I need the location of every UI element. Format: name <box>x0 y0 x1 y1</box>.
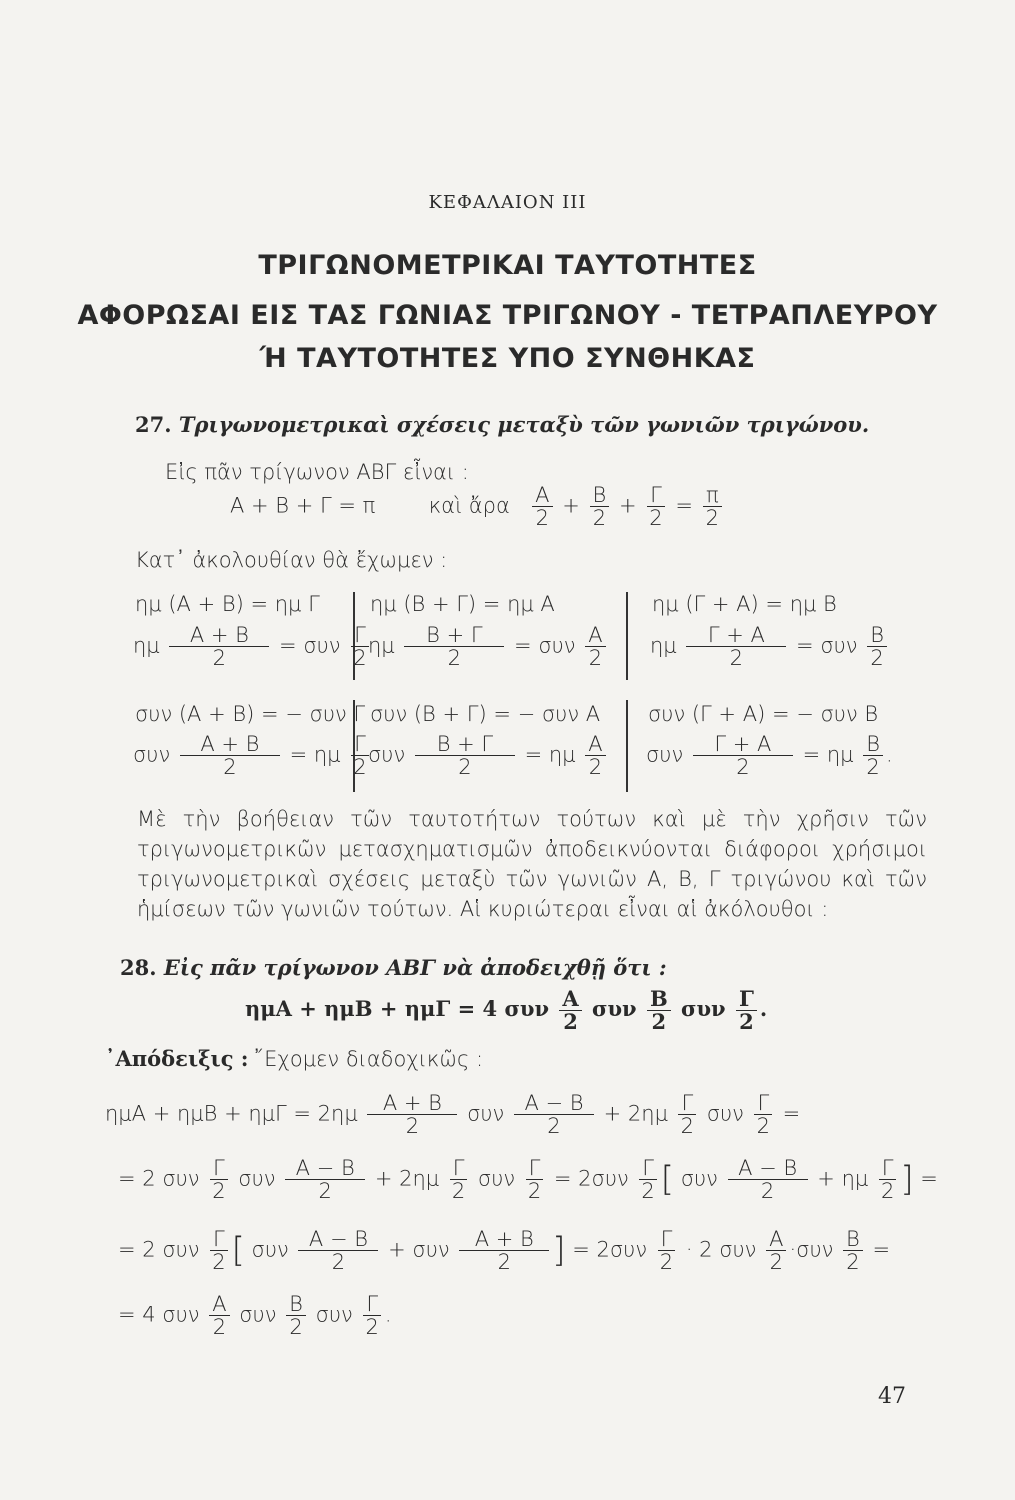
math-token: = 4 συν <box>118 1302 200 1327</box>
fraction <box>209 1157 228 1202</box>
fraction-numerator: Γ <box>658 1228 676 1251</box>
math-token: = <box>802 742 821 767</box>
identity-sin-half-ga <box>650 624 890 669</box>
math-token: . <box>886 742 893 767</box>
fraction-numerator: Β <box>843 1228 863 1251</box>
math-token: + ημ <box>817 1166 869 1191</box>
title-line-2: ΑΦΟΡΩΣΑΙ ΕΙΣ ΤΑΣ ΓΩΝΙΑΣ ΤΡΙΓΩΝΟΥ - ΤΕΤΡΑΠΛΕΥΡΟΥ <box>77 300 938 331</box>
fraction-denominator: 2 <box>760 1179 775 1204</box>
fraction <box>415 733 515 778</box>
math-token: ] <box>552 1230 566 1271</box>
fraction-numerator: Α + Β <box>367 1092 457 1115</box>
math-token: Α + Β + Γ = π <box>230 493 376 518</box>
chapter-heading: ΚΕΦΑΛΑΙΟΝ III <box>428 192 587 213</box>
math-token: συν <box>538 633 576 658</box>
fraction-denominator: 2 <box>451 1179 466 1204</box>
fraction-denominator: 2 <box>729 646 744 671</box>
fraction-denominator: 2 <box>651 1009 667 1035</box>
fraction <box>559 988 581 1033</box>
frac-a-half <box>532 484 552 529</box>
identity-cos-ab: συν (Α + Β) = − συν Γ <box>135 702 366 726</box>
fraction <box>863 733 883 778</box>
fraction-denominator: 2 <box>769 1250 783 1275</box>
fraction <box>867 624 887 669</box>
fraction <box>585 733 605 778</box>
fraction-denominator: 2 <box>880 1179 895 1204</box>
math-token: ημ <box>133 633 160 658</box>
math-token: καὶ ἄρα <box>428 493 510 518</box>
fraction-denominator: 2 <box>353 646 367 671</box>
identity-sin-half-bg <box>368 624 609 669</box>
fraction <box>209 1293 229 1338</box>
proof-line-2 <box>118 1157 938 1202</box>
math-token: = <box>524 742 543 767</box>
math-token: συν <box>646 742 684 767</box>
math-token: 28. <box>120 955 157 980</box>
fraction-numerator: Α <box>585 624 605 647</box>
math-token: συν <box>315 1302 353 1327</box>
math-token: = <box>279 633 297 658</box>
fraction-numerator: Γ <box>363 1293 381 1316</box>
section-27-intro: Εἰς πᾶν τρίγωνον ΑΒΓ εἶναι : <box>165 460 469 484</box>
math-token: συν <box>368 742 406 767</box>
angle-sum-equation <box>230 484 725 529</box>
fraction <box>686 624 786 669</box>
fraction-numerator: Α <box>585 733 605 756</box>
fraction-numerator: Α − Β <box>285 1157 365 1180</box>
fraction-numerator: Γ <box>639 1157 657 1180</box>
fraction-numerator: π <box>703 484 722 507</box>
math-token: + συν <box>388 1237 450 1262</box>
math-token: συν <box>680 1166 718 1191</box>
fraction-numerator: Γ <box>526 1157 544 1180</box>
fraction <box>585 624 605 669</box>
fraction <box>362 1293 381 1338</box>
math-token: + 2ημ <box>603 1101 668 1126</box>
fraction-denominator: 2 <box>527 1179 542 1204</box>
math-token: = 2συν <box>553 1166 629 1191</box>
math-token: συν <box>592 996 637 1022</box>
identity-cos-bg: συν (Β + Γ) = − συν Α <box>370 702 601 726</box>
math-token: = 2συν <box>572 1237 648 1262</box>
fraction-denominator: 2 <box>212 1250 226 1275</box>
math-token: συν <box>706 1101 744 1126</box>
fraction-denominator: 2 <box>365 1315 379 1340</box>
fraction <box>843 1228 863 1273</box>
fraction <box>404 624 504 669</box>
fraction <box>459 1228 549 1273</box>
proof-line-4 <box>118 1293 392 1338</box>
fraction <box>878 1157 897 1202</box>
math-token: [ <box>231 1230 245 1271</box>
math-token: ημΑ + ημΒ + ημΓ = 2ημ <box>105 1101 358 1126</box>
fraction-numerator: Β <box>647 988 671 1011</box>
identity-sin-ab: ημ (Α + Β) = ημ Γ <box>135 592 320 616</box>
math-token: ημ <box>650 633 677 658</box>
fraction-denominator: 2 <box>405 1114 420 1139</box>
section-28-heading <box>120 955 667 980</box>
math-token: συν <box>681 996 726 1022</box>
fraction-numerator: Β + Γ <box>415 733 515 756</box>
math-token: ] <box>900 1159 914 1200</box>
identity-cos-half-ab <box>133 733 373 778</box>
fraction-numerator: Γ <box>736 988 757 1011</box>
math-token: = <box>920 1166 938 1191</box>
fraction-denominator: 2 <box>497 1250 511 1275</box>
math-token: συν <box>477 1166 516 1191</box>
math-token: συν <box>467 1101 505 1126</box>
math-token: συν <box>251 1237 289 1262</box>
math-token: Εἰς πᾶν τρίγωνον ΑΒΓ νὰ ἀποδειχθῇ ὅτι : <box>163 955 667 980</box>
math-token: + 2ημ <box>374 1166 440 1191</box>
fraction-numerator: Α + Β <box>180 733 280 756</box>
math-token: ημΑ + ημΒ + ημΓ = 4 συν <box>245 996 550 1022</box>
fraction-numerator: Α <box>766 1228 786 1251</box>
fraction-numerator: Γ <box>879 1157 897 1180</box>
fraction <box>209 1228 228 1273</box>
title-line-3: Ή ΤΑΥΤΟΤΗΤΕΣ ΥΠΟ ΣΥΝΘΗΚΑΣ <box>259 343 756 374</box>
proof-line-3 <box>118 1228 890 1273</box>
fraction-denominator: 2 <box>756 1114 770 1139</box>
math-token: = <box>872 1237 891 1262</box>
fraction-denominator: 2 <box>535 506 550 531</box>
fraction-numerator: Β <box>863 733 883 756</box>
math-token: = <box>118 1166 136 1191</box>
fraction-denominator: 2 <box>659 1250 674 1275</box>
math-token: = <box>782 1101 801 1126</box>
math-token: ημ <box>368 633 395 658</box>
fraction-numerator: Α <box>559 988 581 1011</box>
identity-sin-half-ab <box>133 624 373 669</box>
math-token: ημ <box>313 742 341 767</box>
fraction-denominator: 2 <box>318 1179 332 1204</box>
math-token: ημ <box>548 742 576 767</box>
fraction-numerator: Γ + Α <box>686 624 786 647</box>
math-token: = <box>675 493 693 518</box>
math-token: Τριγωνομετρικαὶ σχέσεις μεταξὺ τῶν γωνιῶν τριγώνου. <box>178 412 870 437</box>
fraction <box>693 733 793 778</box>
fraction-numerator: Β <box>286 1293 306 1316</box>
fraction-numerator: Α − Β <box>728 1157 808 1180</box>
fraction-numerator: Α + Β <box>459 1228 549 1251</box>
fraction <box>754 1092 773 1137</box>
fraction-denominator: 2 <box>223 755 237 780</box>
fraction-numerator: Α − Β <box>514 1092 594 1115</box>
page-number: 47 <box>878 1384 906 1409</box>
fraction-denominator: 2 <box>680 1114 695 1139</box>
fraction <box>657 1228 676 1273</box>
math-token: συν <box>133 742 171 767</box>
math-token: 27. <box>135 412 172 437</box>
fraction <box>449 1157 468 1202</box>
fraction-numerator: Γ + Α <box>693 733 793 756</box>
section-27-closing: Μὲ τὴν βοήθειαν τῶν ταυτοτήτων τούτων καὶ μὲ τὴν χρῆσιν τῶν τριγωνομετρικῶν μετασχηματισμῶν ἀποδεικνύονται διάφοροι χρήσιμοι τριγωνομετρικαὶ σχέσεις μεταξὺ τῶν γωνιῶν Α, Β, Γ τριγώνου καὶ τῶν ἡμίσεων τῶν γωνιῶν τούτων. Αἱ κυριώτεραι εἶναι αἱ ἀκόλουθοι : <box>137 807 927 921</box>
math-token: · 2 συν <box>685 1237 757 1262</box>
fraction-numerator: Γ <box>678 1092 696 1115</box>
fraction-denominator: 2 <box>641 1179 655 1204</box>
fraction-denominator: 2 <box>866 755 880 780</box>
fraction-numerator: Α − Β <box>298 1228 378 1251</box>
section-27-heading <box>135 412 869 437</box>
fraction-numerator: Γ <box>450 1157 468 1180</box>
consequently-text: Κατ᾽ ἀκολουθίαν θὰ ἔχωμεν : <box>135 548 448 572</box>
fraction-numerator: Β <box>590 484 610 507</box>
fraction <box>736 988 757 1033</box>
fraction <box>286 1293 306 1338</box>
math-token: συν <box>303 633 341 658</box>
frac-g-half <box>646 484 665 529</box>
fraction-denominator: 2 <box>846 1250 860 1275</box>
section-28-statement <box>245 988 767 1033</box>
fraction-denominator: 2 <box>588 755 603 780</box>
math-token: 2 συν <box>142 1166 200 1191</box>
fraction <box>285 1157 365 1202</box>
fraction-numerator: Γ <box>351 624 369 647</box>
math-token: + <box>562 493 580 518</box>
identity-cos-half-ga <box>646 733 893 778</box>
math-token: συν <box>820 633 858 658</box>
fraction-denominator: 2 <box>212 1315 227 1340</box>
fraction-denominator: 2 <box>212 1179 226 1204</box>
title-line-1: ΤΡΙΓΩΝΟΜΕΤΡΙΚΑΙ ΤΑΥΤΟΤΗΤΕΣ <box>258 250 757 281</box>
fraction-denominator: 2 <box>870 646 884 671</box>
fraction-denominator: 2 <box>563 1009 578 1035</box>
math-token: 2 συν <box>142 1237 200 1262</box>
fraction <box>350 733 369 778</box>
fraction-numerator: Γ <box>351 733 369 756</box>
math-token: συν <box>239 1302 277 1327</box>
identity-sin-ga: ημ (Γ + Α) = ημ Β <box>652 592 837 616</box>
fraction <box>525 1157 544 1202</box>
identity-sin-bg: ημ (Β + Γ) = ημ Α <box>370 592 555 616</box>
fraction-denominator: 2 <box>739 1009 754 1035</box>
column-divider <box>626 592 628 680</box>
fraction <box>169 624 269 669</box>
fraction-numerator: Γ <box>647 484 665 507</box>
fraction <box>350 624 369 669</box>
fraction-denominator: 2 <box>289 1315 303 1340</box>
fraction-numerator: Β + Γ <box>404 624 504 647</box>
fraction-numerator: Α + Β <box>169 624 269 647</box>
math-token: . <box>759 996 768 1022</box>
fraction <box>638 1157 657 1202</box>
fraction-denominator: 2 <box>736 755 750 780</box>
fraction <box>367 1092 457 1137</box>
frac-pi-half <box>703 484 722 529</box>
fraction <box>728 1157 808 1202</box>
fraction-numerator: Γ <box>754 1092 772 1115</box>
proof-intro <box>105 1046 483 1071</box>
math-token: ῎Εχομεν διαδοχικῶς : <box>253 1047 484 1071</box>
fraction-denominator: 2 <box>649 506 663 531</box>
fraction-denominator: 2 <box>331 1250 346 1275</box>
fraction-denominator: 2 <box>547 1114 561 1139</box>
fraction-denominator: 2 <box>705 506 720 531</box>
math-token: = <box>289 742 308 767</box>
fraction-denominator: 2 <box>588 646 603 671</box>
math-token: = <box>514 633 532 658</box>
fraction <box>647 988 671 1033</box>
fraction-numerator: Γ <box>210 1157 228 1180</box>
column-divider <box>626 700 628 792</box>
proof-line-1 <box>105 1092 800 1137</box>
math-token: ημ <box>826 742 854 767</box>
fraction <box>298 1228 378 1273</box>
fraction-denominator: 2 <box>458 755 472 780</box>
frac-b-half <box>590 484 610 529</box>
math-token: ᾽Απόδειξις : <box>105 1046 249 1071</box>
math-token: συν <box>238 1166 276 1191</box>
fraction-numerator: Α <box>532 484 552 507</box>
fraction-numerator: Β <box>867 624 887 647</box>
math-token: = <box>118 1237 136 1262</box>
math-token: [ <box>660 1159 675 1200</box>
identity-cos-half-bg <box>368 733 609 778</box>
fraction-denominator: 2 <box>212 646 227 671</box>
fraction-denominator: 2 <box>592 506 607 531</box>
fraction-denominator: 2 <box>353 755 367 780</box>
fraction <box>766 1228 786 1273</box>
math-token: ·συν <box>789 1237 834 1262</box>
fraction-numerator: Γ <box>210 1228 228 1251</box>
fraction-numerator: Α <box>209 1293 229 1316</box>
fraction-denominator: 2 <box>447 646 462 671</box>
fraction <box>514 1092 594 1137</box>
math-token: = <box>796 633 814 658</box>
math-token: . <box>384 1302 392 1327</box>
identity-cos-ga: συν (Γ + Α) = − συν Β <box>648 702 879 726</box>
fraction <box>678 1092 697 1137</box>
math-token: + <box>618 493 637 518</box>
fraction <box>180 733 280 778</box>
